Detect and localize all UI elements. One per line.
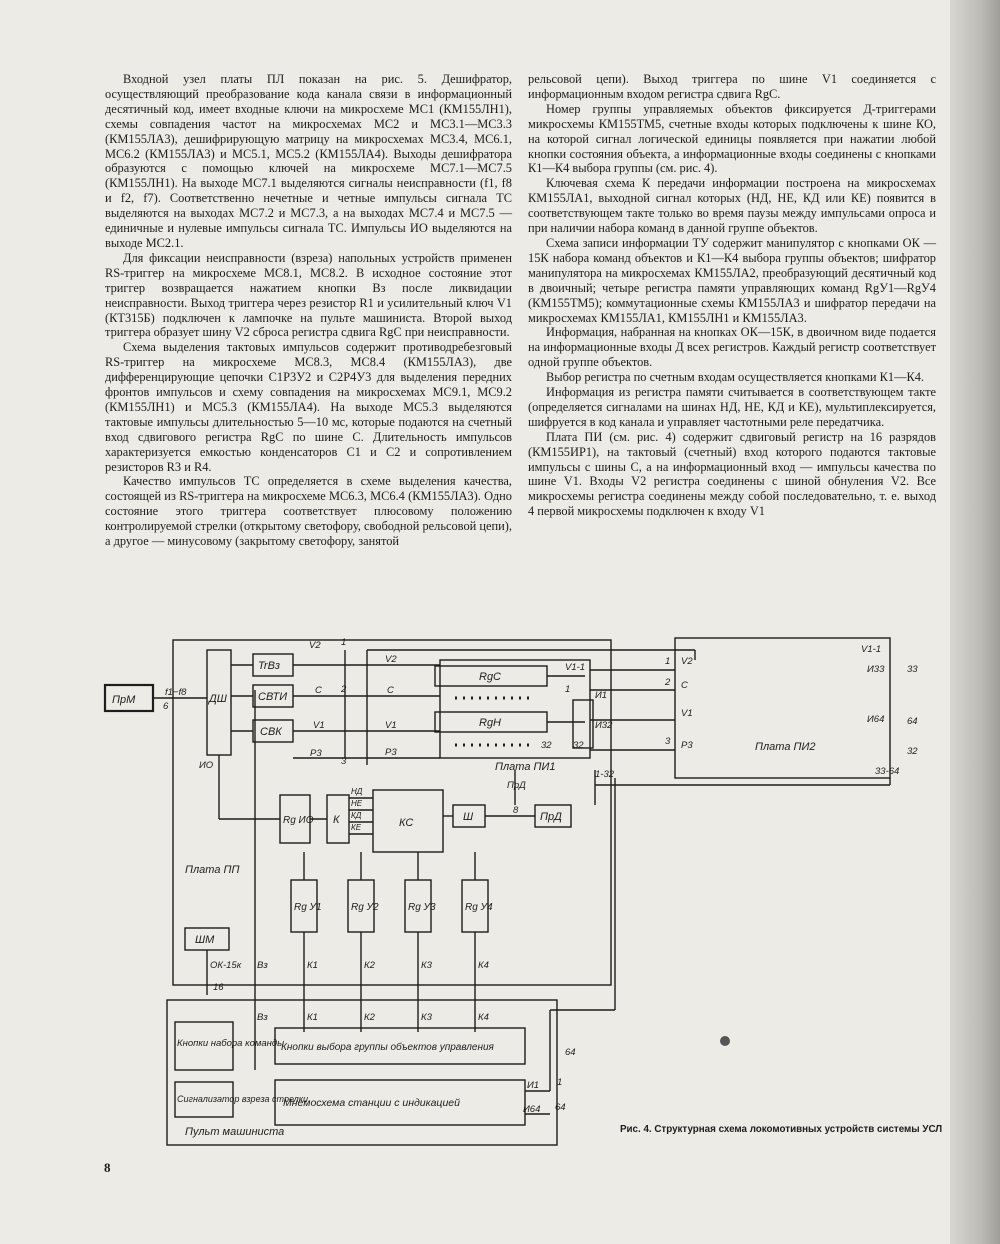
label-pi2-c: С — [681, 680, 688, 691]
label-i33: И33 — [867, 664, 885, 675]
label-two: 2 — [341, 684, 347, 695]
label-svk: СВК — [260, 726, 282, 738]
label-i64-bottom: И64 — [523, 1104, 541, 1115]
label-shm: ШМ — [195, 934, 215, 946]
label-v2-top: V2 — [309, 640, 321, 651]
label-k: К — [333, 814, 340, 826]
label-32-a: 32 — [541, 740, 552, 751]
label-k2-b: К2 — [364, 1012, 375, 1023]
paragraph-binary-info: Информация, набранная на кнопках ОК—15К, в двоичном виде подается на информационные входы Д всех регистров. Каждый регистр соответствует одной группе объектов. — [528, 325, 936, 370]
label-vz-b: Вз — [257, 1012, 268, 1023]
label-vz-a: Вз — [257, 960, 268, 971]
label-kd: КД — [351, 811, 362, 820]
label-prd: ПрД — [540, 811, 562, 823]
label-one-top: 1 — [341, 637, 347, 648]
label-command-buttons: Кнопки набора команды — [177, 1038, 285, 1049]
paragraph-trigger-output: рельсовой цепи). Выход триггера по шине V1 соединяется с информационным входом регистра сдвига RgC. — [528, 72, 936, 101]
label-k3-a: К3 — [421, 960, 432, 971]
label-mnemonic: Мнемосхема станции с индикацией — [283, 1097, 460, 1109]
label-board-pp: Плата ПП — [185, 864, 240, 876]
page-number: 8 — [104, 1160, 111, 1175]
label-prm: ПрМ — [112, 694, 136, 706]
label-v2-b: V2 — [385, 654, 397, 665]
label-pi2-p3: Р3 — [681, 740, 693, 751]
label-one-right: 1 — [565, 684, 571, 695]
label-pi2-one: 1 — [665, 656, 671, 667]
book-spine-shadow — [950, 0, 1000, 1244]
paragraph-clock-pulses: Схема выделения тактовых импульсов содержит противодребезговый RS-триггер на микросхеме МС8.3, МС8.4 (КМ155ЛА3), две дифференцирующие цепочки С1Р3У2 и С2Р4У3 для выделения передних фронтов импульсов и схему совпадения на микросхемах МС9.1, МС9.2 (КМ155ЛН1) и МС5.3 (КМ155ЛА4). На выходе МС5.3 выделяются тактовые импульсы длительностью 5—10 мс, которые подаются на счетный вход сдвигового регистра RgC по шине С. Длительность импульсов характеризуется емкостью конденсаторов С1 и С2 и сопротивлением резисторов R3 и R4. — [105, 340, 512, 474]
label-rg-u4: Rg У4 — [465, 902, 493, 913]
block-diagram — [95, 630, 945, 1150]
label-v1-b: V1 — [385, 720, 397, 731]
label-k4-b: К4 — [478, 1012, 489, 1023]
label-k4-a: К4 — [478, 960, 489, 971]
label-v1-1: V1-1 — [565, 662, 586, 673]
label-rg-u3: Rg У3 — [408, 902, 436, 913]
label-64-side: 64 — [565, 1047, 576, 1058]
label-rgc: RgC — [479, 671, 502, 683]
label-ke: КЕ — [351, 823, 362, 832]
board-pi1-outline — [440, 660, 590, 758]
label-33-64: 33-64 — [875, 766, 900, 777]
board-pi2-outline — [675, 638, 890, 778]
right-text-column — [528, 72, 936, 519]
label-i64: И64 — [867, 714, 885, 725]
paragraph-register-select: Выбор регистра по счетным входам осуществляется кнопками К1—К4. — [546, 370, 925, 385]
label-v1-mid: V1 — [313, 720, 325, 731]
label-sh: Ш — [463, 811, 474, 823]
label-c-mid: С — [315, 685, 322, 696]
ink-blot — [720, 1036, 730, 1046]
label-dsh: ДШ — [209, 693, 227, 705]
label-pi2-v2: V2 — [681, 656, 693, 667]
label-64: 64 — [907, 716, 918, 727]
label-svti: СВТИ — [258, 691, 288, 703]
label-board-pi2: Плата ПИ2 — [755, 741, 816, 753]
paragraph-key-circuit: Ключевая схема К передачи информации построена на микросхемах КМ155ЛА1, выходной сигнал которых (НД, НЕ, КД или КЕ) появится в соответствующем такте только во время паузы между импульсами опроса и при наличии набора команд в данной группе объектов. — [528, 176, 936, 236]
label-c-b: С — [387, 685, 394, 696]
paragraph-memory-readout: Информация из регистра памяти считывается в соответствующем такте (определяется сигналами на шинах НД, НЕ, КД и КЕ), мультиплексируется, шифруется в код канала и управляет частотными реле передатчика. — [528, 385, 936, 429]
paragraph-recording-scheme: Схема записи информации ТУ содержит манипулятор с кнопками ОК — 15К набора команд объектов и К1—К4 выбора группы объектов; шифратор манипулятора на микросхемах КМ155ЛА2, преобразующий десятичный код в двоичный; четыре регистра памяти управляющих команд RgУ1—RgУ4 (КМ155ТМ5); коммутационные схемы КМ155ЛА3 и шифратор передачи на микросхемах КМ155ЛА1, КМ155ЛН1 и КМ155ЛА3. — [528, 235, 936, 325]
label-trvz: TrВз — [258, 660, 281, 672]
label-pi2-three: 3 — [665, 736, 671, 747]
label-prd-top: ПрД — [507, 780, 526, 791]
label-k1-b: К1 — [307, 1012, 318, 1023]
label-i1: И1 — [595, 690, 608, 701]
paragraph-pi-board: Плата ПИ (см. рис. 4) содержит сдвиговый регистр на 16 разрядов (КМ155ИР1), на тактовый (счетный) вход которого подаются тактовые импульсы с шины С, а на информационный вход — импульсы качества по шине V1. Входы V2 регистра соединены с шиной обнуления V2. Все микросхемы регистра соединены между собой последовательно, т. е. выход 4 первой микросхемы подключен к входу V1 — [528, 429, 936, 519]
label-board-pi1: Плата ПИ1 — [495, 761, 556, 773]
label-group-buttons: Кнопки выбора группы объектов управления — [281, 1042, 494, 1053]
label-k2-a: К2 — [364, 960, 375, 971]
label-rg-u2: Rg У2 — [351, 902, 379, 913]
label-three: 3 — [341, 756, 347, 767]
label-64-bottom: 64 — [555, 1102, 566, 1113]
paragraph-input-node: Входной узел платы ПЛ показан на рис. 5. Дешифратор, осуществляющий преобразование кода канала связи в информационный десятичный код, имеет входные ключи на микросхеме МС1 (КМ155ЛН1), схемы совпадения частот на микросхемах МС2 и МС3.1—МС3.3 (КМ155ЛА3), дешифрирующую матрицу на микросхемах МС3.4, МС6.1, МС6.2 (КМ155ЛА3) и МС5.1, МС5.2 (КМ155ЛА4). Выходы дешифратора образуются с помощью ключей на микросхеме МС7.1—МС7.5 (КМ155ЛН1). На выходе МС7.1 выделяются сигналы неисправности (f1, f8 и f2, f7). Соответственно нечетные и четные импульсы сигнала ТС выделяются на выходах МС7.2 и МС7.3, а на выходах МС7.4 и МС7.5 — единичные и нулевые импульсы сигнала ТС. Импульсы ИО выделяются на выходе МС2.1. — [105, 72, 512, 250]
label-i1-bottom: И1 — [527, 1080, 540, 1091]
label-ks: КС — [399, 817, 414, 829]
label-pi2-v1: V1 — [681, 708, 693, 719]
label-32-b: 32 — [573, 740, 584, 751]
paragraph-fault-trigger: Для фиксации неисправности (взреза) напольных устройств применен RS-триггер на микросхеме МС8.1, МС8.2. В исходное состояние этот триггер возвращается нажатием кнопки Вз после ликвидации неисправности. Выход триггера через резистор R1 и усилительный ключ V1 (КТ315Б) подключен к лампочке на пульте машиниста. Второй выход триггера образует шину V2 сброса регистра сдвига RgC при неисправности. — [105, 250, 512, 340]
label-nd: НД — [351, 787, 363, 796]
label-signalizer: Сигнализатор взреза стрелки — [177, 1094, 308, 1104]
label-p3-b: Р3 — [385, 747, 397, 758]
label-ne: НЕ — [351, 799, 363, 808]
label-eight: 8 — [513, 805, 519, 816]
label-1-32: 1-32 — [595, 769, 615, 780]
label-f-range: f1−f8 — [165, 687, 187, 698]
label-ok15k: ОК-15к — [210, 960, 242, 971]
label-rg-u1: Rg У1 — [294, 902, 322, 913]
label-i32: И32 — [595, 720, 613, 731]
label-p3-mid: Р3 — [310, 748, 322, 759]
label-32-right: 32 — [907, 746, 918, 757]
label-one-bottom: 1 — [557, 1077, 563, 1088]
paragraph-group-number: Номер группы управляемых объектов фиксируется Д-триггерами микросхемы КМ155ТМ5, счетные входы которых подключены к шине КО, на которой сигнал логической единицы появляется при нажатии любой кнопки состояния объекта, а информационные входы соединены с кнопками К1—К4 выбора группы (см. рис. 4). — [528, 101, 936, 176]
label-io: ИО — [199, 760, 214, 771]
label-rgn: RgН — [479, 717, 502, 729]
label-six: 6 — [163, 701, 169, 712]
label-33: 33 — [907, 664, 918, 675]
label-pi2-two: 2 — [665, 677, 671, 688]
label-k1-a: К1 — [307, 960, 318, 971]
label-sixteen: 16 — [213, 982, 224, 993]
label-v1-1-right: V1-1 — [861, 644, 882, 655]
label-k3-b: К3 — [421, 1012, 432, 1023]
left-text-column — [105, 72, 512, 549]
label-console: Пульт машиниста — [185, 1126, 285, 1138]
paragraph-pulse-quality: Качество импульсов ТС определяется в схеме выделения качества, состоящей из RS-триггера на микросхеме МС6.3, МС6.4 (КМ155ЛА3). Одно состояние этого триггера соответствует плюсовому положению контролируемой стрелки (открытому светофору, свободной рельсовой цепи), а другое — минусовому (закрытому светофору, занятой — [105, 474, 512, 549]
label-rg-io: Rg ИО — [283, 815, 314, 826]
figure-caption: Рис. 4. Структурная схема локомотивных устройств системы УСЛ — [620, 1124, 943, 1135]
